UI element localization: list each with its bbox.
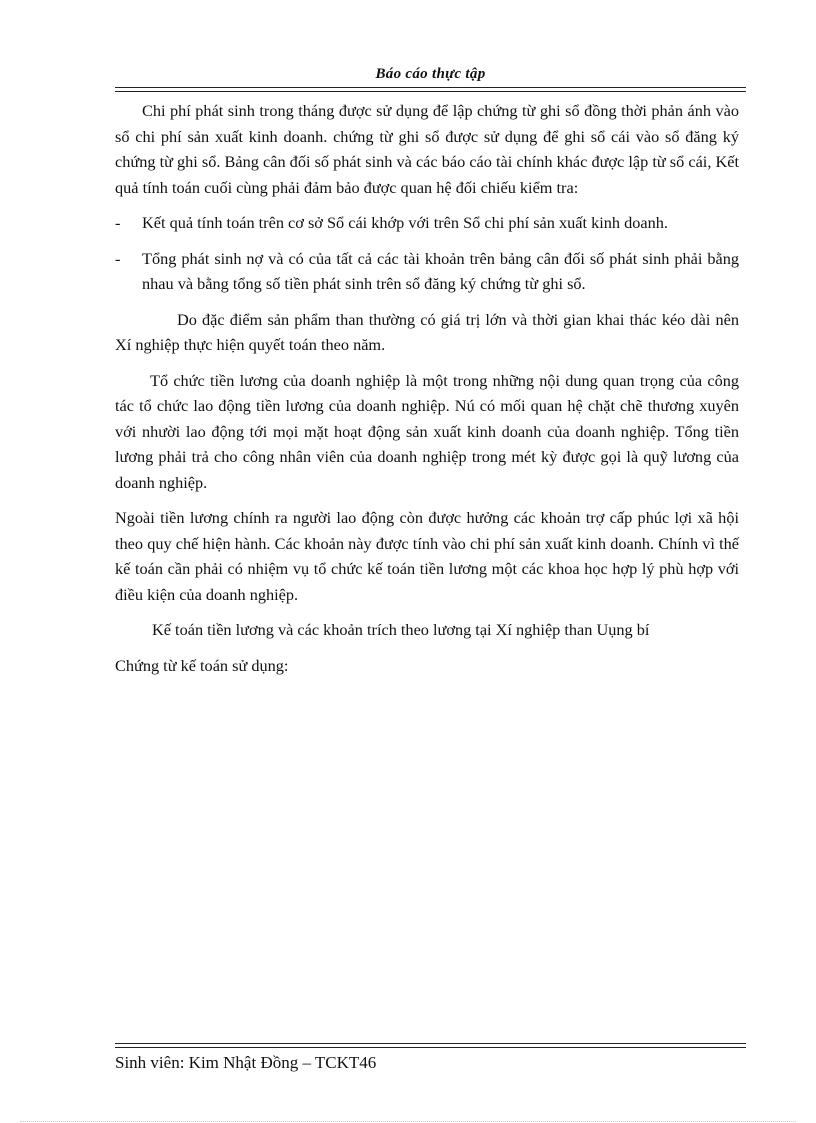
paragraph-5: Kế toán tiền lương và các khoản trích theo lương tại Xí nghiệp than Uụng bí (152, 620, 650, 639)
bullet-text-1: Kết quả tính toán trên cơ sở Sổ cái khớp với trên Sổ chi phí sản xuất kinh doanh. (142, 213, 668, 232)
bullet-item-1 (115, 210, 739, 236)
page-edge-dotted-line (20, 1121, 796, 1122)
page-footer (115, 1043, 746, 1083)
paragraph-3: Tổ chức tiền lương của doanh nghiệp là một trong những nội dung quan trọng của công tác tổ chức lao động tiền lương của doanh nghiệp. Nú có mối quan hệ chặt chẽ thương xuyên với nhười lao động tới mọi mặt hoạt động sản xuất kinh doanh của doanh nghiệp. Tổng tiền lương phải trả cho công nhân viên của doanh nghiệp trong mét kỳ được gọi là quỹ lương của doanh nghiệp. (115, 370, 739, 492)
bullet-dash: - (115, 213, 121, 232)
bullet-text-2: Tổng phát sinh nợ và có của tất cả các tài khoản trên bảng cân đối số phát sinh phải bằng nhau và bằng tổng số tiền phát sinh trên sổ đăng ký chứng từ ghi sổ. (142, 248, 739, 293)
footer-text: Sinh viên: Kim Nhật Đồng – TCKT46 (115, 1053, 377, 1072)
bullet-dash: - (115, 248, 121, 268)
header-rule-top (115, 87, 746, 88)
paragraph-2: Do đặc điểm sản phẩm than thường có giá trị lớn và thời gian khai thác kéo dài nên Xí nghiệp thực hiện quyết toán theo năm. (115, 309, 739, 354)
paragraph-1: Chi phí phát sinh trong tháng được sử dụng để lập chứng từ ghi sổ đồng thời phản ánh vào sổ chi phí sản xuất kinh doanh. chứng từ ghi sổ được sử dụng để ghi sổ cái vào sổ đăng ký chứng từ ghi sổ. Bảng cân đối số phát sinh và các báo cáo tài chính khác được lập từ sổ cái, Kết quả tính toán cuối cùng phải đảm bảo được quan hệ đối chiếu kiểm tra: (115, 101, 739, 197)
header-rule-bottom (115, 91, 746, 92)
paragraph-4: Ngoài tiền lương chính ra người lao động còn được hưởng các khoản trợ cấp phúc lợi xã hội theo quy chế hiện hành. Các khoản này được tính vào chi phí sản xuất kinh doanh. Chính vì thế kế toán cần phải có nhiệm vụ tổ chức kế toán tiền lương một các khoa học hợp lý phù hợp với điều kiện của doanh nghiệp. (115, 508, 739, 604)
footer-rule-top (115, 1043, 746, 1044)
bullet-item-2 (115, 246, 739, 297)
paragraph-6: Chứng từ kế toán sử dụng: (115, 655, 289, 675)
header-title: Báo cáo thực tập (375, 66, 486, 82)
page-body (115, 98, 739, 678)
footer-rule-bottom (115, 1047, 746, 1048)
page-header (115, 62, 746, 92)
